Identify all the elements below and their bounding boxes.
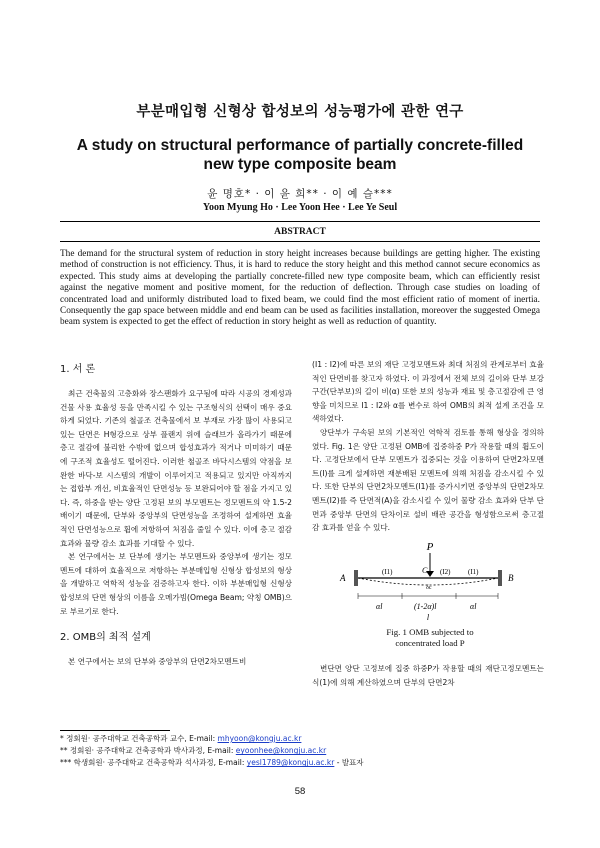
footnote-1-marker: * [60,734,67,743]
fig-support-a: A [340,573,346,583]
section1-paragraph2: 본 연구에서는 보 단부에 생기는 부모멘트와 중앙부에 생기는 정모멘트에 대하여 효율적으로 저항하는 부분매입형 신형상 합성보의 형상을 개발하고 역학적 성능을 검증하고자 한다. 이하 부분매입형 신형상 합성보의 단면 형상의 이름을 오메가빔(Omega Beam; 약칭 OMB)으로 부르기로 한다. [60,552,292,616]
footnote-1-email[interactable]: mhyoon@kongju.ac.kr [217,734,302,743]
section1-paragraph1: 최근 건축물의 고층화와 장스팬화가 요구됨에 따라 시공의 경제성과 건물 사용 효율성 등을 만족시킬 수 있는 구조형식의 선택이 매우 중요하게 되었다. 기존의 철골조 건축물에서 보 부재로 가장 많이 사용되고 있는 단면은 H형강으로 상부 플랜지 위에 슬래브가 올라가기 때문에 층고 절감에 불리한 수밖에 없으며 합성효과가 적거나 미미하기 때문에 구조적 효율성도 떨어진다. 이러한 철골조 바닥시스템의 약점을 보완한 바닥-보 시스템의 개발이 이루어지고 적용되고 있지만 아직까지는 접합부 개선, 비효율적인 단면성능 등 보완되어야 할 점을 가지고 있다. 즉, 하중을 받는 양단 고정된 보의 부모멘트는 정모멘트의 약 1.5-2배이기 때문에, 단부와 중앙부의 단면성능을 조정하여 설계하면 효율적인 단면성능으로 휨에 저항하여 처짐을 줄일 수 있다. 이에 층고 절감 효과와 물량 감소 효과를 기대할 수 있다. [60,389,293,548]
fig-point-c: C [422,566,428,575]
fig-i2-mid: (I2) [440,568,451,576]
footnote-2 [60,745,540,757]
title-english [40,136,560,174]
abstract-heading-rule [60,241,540,242]
title-english-line2: new type composite beam [203,156,397,173]
footnote-2-marker: ** [60,746,70,756]
fig-support-left [354,570,358,586]
fig-deflection-curve [358,578,498,585]
footnote-3-marker: *** [60,758,74,768]
figure-omb-beam [318,540,538,622]
footnote-2-text: 정회원· 공주대학교 건축공학과 박사과정, E-mail: [69,746,236,756]
footnote-3 [60,757,540,769]
footnotes [60,733,540,770]
right-column [312,358,544,535]
figure-caption-line1: Fig. 1 OMB subjected to [386,627,474,637]
fig-i1-left: (I1) [382,568,393,576]
right-paragraph3: 변단면 양단 고정보에 집중 하중P가 작용할 때의 재단고정모멘트는 식(1)에 의해 계산하였으며 단부의 단면2차 [312,664,544,687]
abstract-heading: ABSTRACT [274,227,326,237]
fig-delta-c: δc [426,585,432,591]
footnote-3-suffix: - 발표자 [334,758,364,768]
footnote-3-email[interactable]: yesl1789@kongju.ac.kr [246,758,335,768]
footnote-3-text: 학생회원· 공주대학교 건축공학과 석사과정, E-mail: [73,758,247,768]
title-korean: 부분매입형 신형상 합성보의 성능평가에 관한 연구 [136,104,464,120]
right-paragraph2: 양단부가 구속된 보의 기본적인 역학적 검토를 통해 형상을 정의하였다. Fig. 1은 양단 고정된 OMB에 집중하중 P가 작용할 때의 휨도이다. 고정단보에서 단부 모멘트가 집중되는 것을 이용하여 단면2차모멘트(I)를 크게 설계하면 재분배된 모멘트에 의해 처짐을 감소시킬 수 있다. 또한 단부의 단면2차모멘트(I1)를 증가시키면 중앙부의 단면2차모멘트(I2)를 즉 단면적(A)을 감소시킬 수 있어 물량 감소 효과와 단부 단면과 중앙부 단면의 단차이로 설비 배관 공간을 형성함으로써 층고절감 효과를 얻을 수 있다. [312,427,544,533]
page-number: 58 [294,786,306,797]
footnote-1-text: 정회원· 공주대학교 건축공학과 교수, E-mail: [66,734,218,743]
footnote-rule [60,730,170,731]
figure-caption-line2: concentrated load P [395,638,465,648]
abstract-top-rule [60,221,540,222]
fig-i1-right: (I1) [468,568,479,576]
footnote-1 [60,733,540,745]
title-english-line1: A study on structural performance of partially concrete-filled [76,137,524,154]
fig-mid-length: (1-2α)l [414,602,437,611]
fig-load-label: P [426,541,434,553]
fig-alpha-l-left: αl [376,602,383,611]
section2-heading: 2. OMB의 최적 설계 [60,632,151,644]
fig-support-right [498,570,502,586]
section2-paragraph1: 본 연구에서는 보의 단부와 중앙부의 단면2차모멘트비 [68,657,247,667]
authors-english: Yoon Myung Ho · Lee Yoon Hee · Lee Ye Seul [202,202,398,213]
left-column [60,360,292,669]
fig-total-length: l [426,613,430,622]
authors-korean: 윤 명호* · 이 윤 희** · 이 예 슬*** [207,188,393,200]
fig-alpha-l-right: αl [470,602,477,611]
footnote-2-email[interactable]: eyoonhee@kongju.ac.kr [235,746,327,756]
fig-support-b: B [508,573,514,583]
figure-caption [360,627,500,649]
right-paragraph1: (I1 : I2)에 따른 보의 재단 고정모멘트와 최대 처짐의 관계로부터 효율적인 단면비를 찾고자 하였다. 이 과정에서 전체 보의 길이와 단부 보강구간(단부보)의 길이 비(α) 또한 보의 성능과 재료 및 층고절감에 큰 영향을 미치므로 I1 : I2와 α를 변수로 하여 OMB의 최적 설계 조건을 모색하였다. [312,360,544,424]
section1-heading: 1. 서 론 [60,364,96,375]
abstract-text: The demand for the structural system of reduction in story height increases because buildings are getting higher. The existing method of construction is not efficiency. Thus, it is hard to reduce the story height and this method cannot secure economics as expected. This study aims at developing the partially concrete-filled new type composite beam, which can efficiently resist against the negative moment and positive moment, for the reduction of deflection. Through case studies on loading of concentrated load and uniformly distributed load to fixed beam, we could find the most efficient ratio of moment of inertia. Consequently the gap space between middle and end beam can be used as facilities installation, moreover the suggested Omega beam system is expected to get the effect of reduction in story height as well as reduction of quantity. [60,249,540,328]
